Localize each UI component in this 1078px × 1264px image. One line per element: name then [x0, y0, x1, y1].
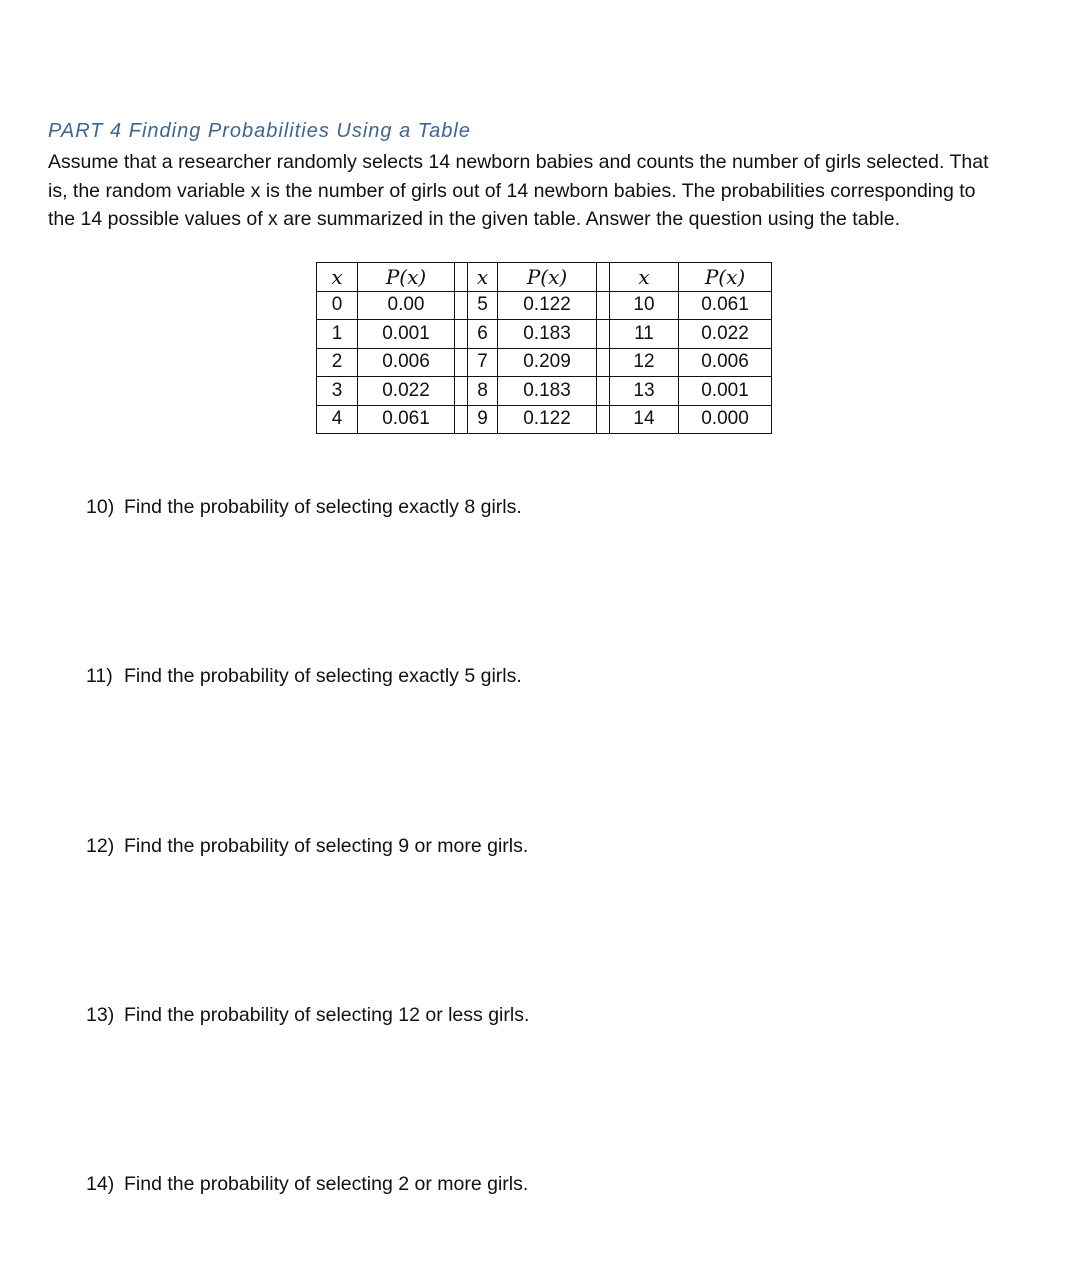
- table-row: [317, 377, 772, 406]
- p-value: 0.00: [358, 291, 455, 320]
- question-number: 13): [86, 1004, 115, 1026]
- question-13: [86, 1004, 529, 1027]
- header-px: P(x): [358, 263, 455, 292]
- intro-paragraph: [48, 148, 1072, 234]
- x-value: 4: [317, 405, 358, 434]
- gap-cell: [597, 348, 610, 377]
- x-value: 2: [317, 348, 358, 377]
- x-value: 0: [317, 291, 358, 320]
- p-value: 0.061: [679, 291, 772, 320]
- x-value: 5: [468, 291, 498, 320]
- question-14: [86, 1173, 528, 1196]
- x-value: 11: [610, 320, 679, 349]
- header-x: x: [317, 263, 358, 292]
- gap-cell: [455, 320, 468, 349]
- question-number: 14): [86, 1173, 115, 1195]
- gap-cell: [455, 263, 468, 292]
- gap-cell: [455, 377, 468, 406]
- p-value: 0.061: [358, 405, 455, 434]
- question-text: Find the probability of selecting 9 or more girls.: [124, 835, 529, 857]
- p-value: 0.209: [498, 348, 597, 377]
- p-value: 0.183: [498, 377, 597, 406]
- header-px: P(x): [498, 263, 597, 292]
- section-heading: PART 4 Finding Probabilities Using a Table: [48, 120, 471, 142]
- x-value: 10: [610, 291, 679, 320]
- p-value: 0.001: [358, 320, 455, 349]
- p-value: 0.122: [498, 405, 597, 434]
- table-row: [317, 405, 772, 434]
- gap-cell: [597, 405, 610, 434]
- gap-cell: [455, 405, 468, 434]
- x-value: 6: [468, 320, 498, 349]
- question-10: [86, 496, 522, 519]
- p-value: 0.022: [358, 377, 455, 406]
- x-value: 12: [610, 348, 679, 377]
- x-value: 8: [468, 377, 498, 406]
- header-px: P(x): [679, 263, 772, 292]
- x-value: 14: [610, 405, 679, 434]
- gap-cell: [597, 263, 610, 292]
- table-row: [317, 348, 772, 377]
- p-value: 0.022: [679, 320, 772, 349]
- question-text: Find the probability of selecting exactly 5 girls.: [124, 665, 522, 687]
- x-value: 1: [317, 320, 358, 349]
- question-12: [86, 835, 528, 858]
- gap-cell: [597, 320, 610, 349]
- header-x: x: [610, 263, 679, 292]
- question-number: 11): [86, 665, 113, 687]
- table-row: [317, 320, 772, 349]
- gap-cell: [597, 377, 610, 406]
- p-value: 0.006: [679, 348, 772, 377]
- probability-table: [316, 262, 772, 434]
- table-row: [317, 291, 772, 320]
- p-value: 0.122: [498, 291, 597, 320]
- x-value: 3: [317, 377, 358, 406]
- gap-cell: [455, 348, 468, 377]
- intro-line: the 14 possible values of x are summarized in the given table. Answer the question using the table.: [48, 208, 901, 230]
- gap-cell: [597, 291, 610, 320]
- p-value: 0.000: [679, 405, 772, 434]
- x-value: 7: [468, 348, 498, 377]
- x-value: 13: [610, 377, 679, 406]
- p-value: 0.001: [679, 377, 772, 406]
- question-number: 12): [86, 835, 115, 857]
- table-header-row: [317, 263, 772, 292]
- p-value: 0.183: [498, 320, 597, 349]
- intro-line: is, the random variable x is the number of girls out of 14 newborn babies. The probabilities corresponding to: [48, 179, 976, 202]
- header-x: x: [468, 263, 498, 292]
- x-value: 9: [468, 405, 498, 434]
- question-text: Find the probability of selecting 2 or more girls.: [124, 1173, 529, 1195]
- question-11: [86, 665, 522, 688]
- p-value: 0.006: [358, 348, 455, 377]
- question-text: Find the probability of selecting 12 or less girls.: [124, 1004, 530, 1026]
- question-number: 10): [86, 496, 115, 518]
- gap-cell: [455, 291, 468, 320]
- intro-line: Assume that a researcher randomly selects 14 newborn babies and counts the number of girls selected. That: [48, 151, 989, 173]
- question-text: Find the probability of selecting exactly 8 girls.: [124, 496, 522, 518]
